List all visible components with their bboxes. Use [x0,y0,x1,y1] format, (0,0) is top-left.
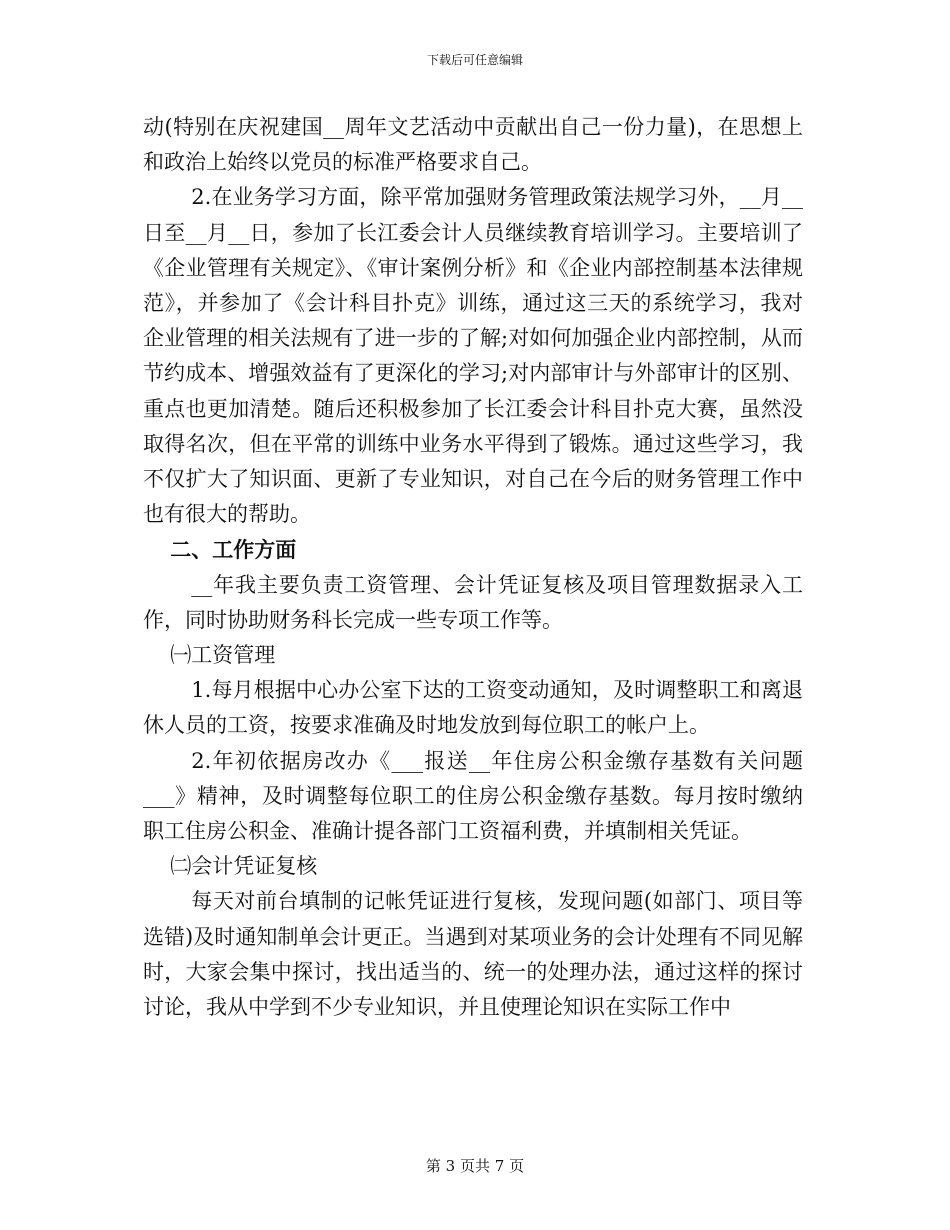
page-number-footer: 第 3 页共 7 页 [425,1157,525,1175]
section-heading-work: 二、工作方面 [170,537,297,563]
paragraph-work-overview: __年我主要负责工资管理、会计凭证复核及项目管理数据录入工作，同时协助财务科长完成一些专项工作等。 [143,572,803,632]
paragraph-business-study: 2.在业务学习方面，除平常加强财务管理政策法规学习外，__月__日至__月__日，参加了长江委会计人员继续教育培训学习。主要培训了《企业管理有关规定》、《审计案例分析》和《企业内部控制基本法律规范》，并参加了《会计科目扑克》训练，通过这三天的系统学习，我对企业管理的相关法规有了进一步的了解;对如何加强企业内部控制，从而节约成本、增强效益有了更深化的学习;对内部审计与外部审计的区别、重点也更加清楚。随后还积极参加了长江委会计科目扑克大赛，虽然没取得名次，但在平常的训练中业务水平得到了锻炼。通过这些学习，我不仅扩大了知识面、更新了专业知识，对自己在今后的财务管理工作中也有很大的帮助。 [143,185,803,527]
paragraph-housing-fund: 2.年初依据房改办《___报送__年住房公积金缴存基数有关问题___》精神，及时调整每位职工的住房公积金缴存基数。每月按时缴纳职工住房公积金、准确计提各部门工资福利费，并填制相关凭证。 [143,748,803,844]
subheading-voucher-review: ㈡会计凭证复核 [170,854,318,879]
paragraph-political-study-continuation: 动(特别在庆祝建国__周年文艺活动中贡献出自己一份力量)，在思想上和政治上始终以党员的标准严格要求自己。 [143,115,803,175]
subheading-salary-management: ㈠工资管理 [170,643,276,668]
paragraph-salary-adjustment: 1.每月根据中心办公室下达的工资变动通知，及时调整职工和离退休人员的工资，按要求准确及时地发放到每位职工的帐户上。 [143,678,803,738]
paragraph-voucher-review: 每天对前台填制的记帐凭证进行复核，发现问题(如部门、项目等选错)及时通知制单会计更正。当遇到对某项业务的会计处理有不同见解时，大家会集中探讨，找出适当的、统一的处理办法，通过这样的探讨讨论，我从中学到不少专业知识，并且使理论知识在实际工作中 [143,889,803,1020]
document-body [143,110,803,1025]
page-header-note: 下载后可任意编辑 [426,53,523,67]
